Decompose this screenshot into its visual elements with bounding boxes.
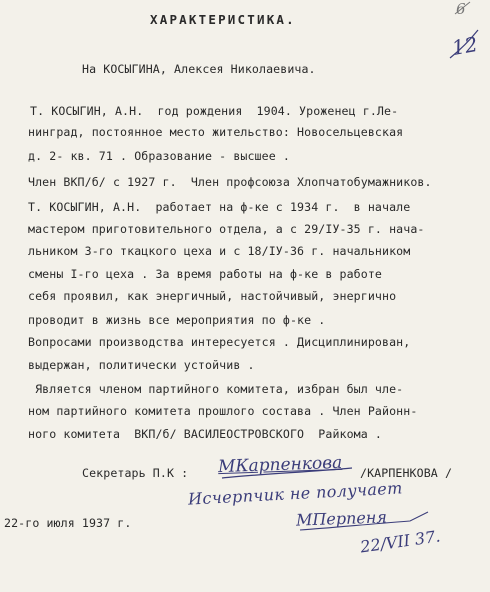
body-line: ного комитета ВКП/б/ ВАСИЛЕОСТРОВСКОГО Райкома .: [28, 427, 383, 441]
body-line: мастером приготовительного отдела, а с 29/IУ-35 г. нача-: [28, 222, 425, 236]
body-line: выдержан, политически устойчив .: [28, 358, 255, 372]
body-line: ном партийного комитета прошлого состава . Член Районн-: [28, 404, 418, 418]
body-line: льником 3-го ткацкого цеха и с 18/IУ-36 г. начальником: [28, 244, 411, 258]
handwritten-signature: МКарпенкова: [217, 452, 343, 478]
body-line: себя проявил, как энергичный, настойчивый, энергично: [28, 289, 397, 303]
body-line: проводит в жизнь все мероприятия по ф-ке .: [28, 313, 326, 327]
subject-line: На КОСЫГИНА, Алексея Николаевича.: [82, 62, 316, 76]
body-line: Является членом партийного комитета, избран был чле-: [28, 382, 404, 396]
body-line: д. 2- кв. 71 . Образование - высшее .: [28, 149, 290, 163]
body-line: Вопросами производства интересуется . Дисциплинирован,: [28, 335, 411, 349]
handwritten-corner-mark: 6: [456, 0, 466, 18]
body-line: нинград, постоянное место жительство: Новосельцевская: [28, 125, 404, 139]
handwritten-page-number: 12: [450, 31, 480, 61]
body-line: Т. КОСЫГИН, А.Н. работает на ф-ке с 1934 г. в начале: [28, 200, 411, 214]
date-line: 22-го июля 1937 г.: [4, 516, 132, 530]
body-line: Т. КОСЫГИН, А.Н. год рождения 1904. Уроженец г.Ле-: [30, 104, 399, 118]
body-line: Член ВКП/б/ с 1927 г. Член профсоюза Хлопчатобумажников.: [28, 175, 432, 189]
handwritten-note-line2: МПерпеня: [295, 507, 388, 530]
signatory-name: /КАРПЕНКОВА /: [360, 466, 453, 480]
document-title: ХАРАКТЕРИСТИКА.: [150, 12, 296, 27]
body-line: смены I-го цеха . За время работы на ф-ке в работе: [28, 267, 383, 281]
handwritten-date: 22/VII 37.: [359, 526, 442, 557]
handwritten-note-line1: Исчерпчик не получает: [187, 478, 404, 509]
signature-label: Секретарь П.К :: [82, 466, 189, 480]
